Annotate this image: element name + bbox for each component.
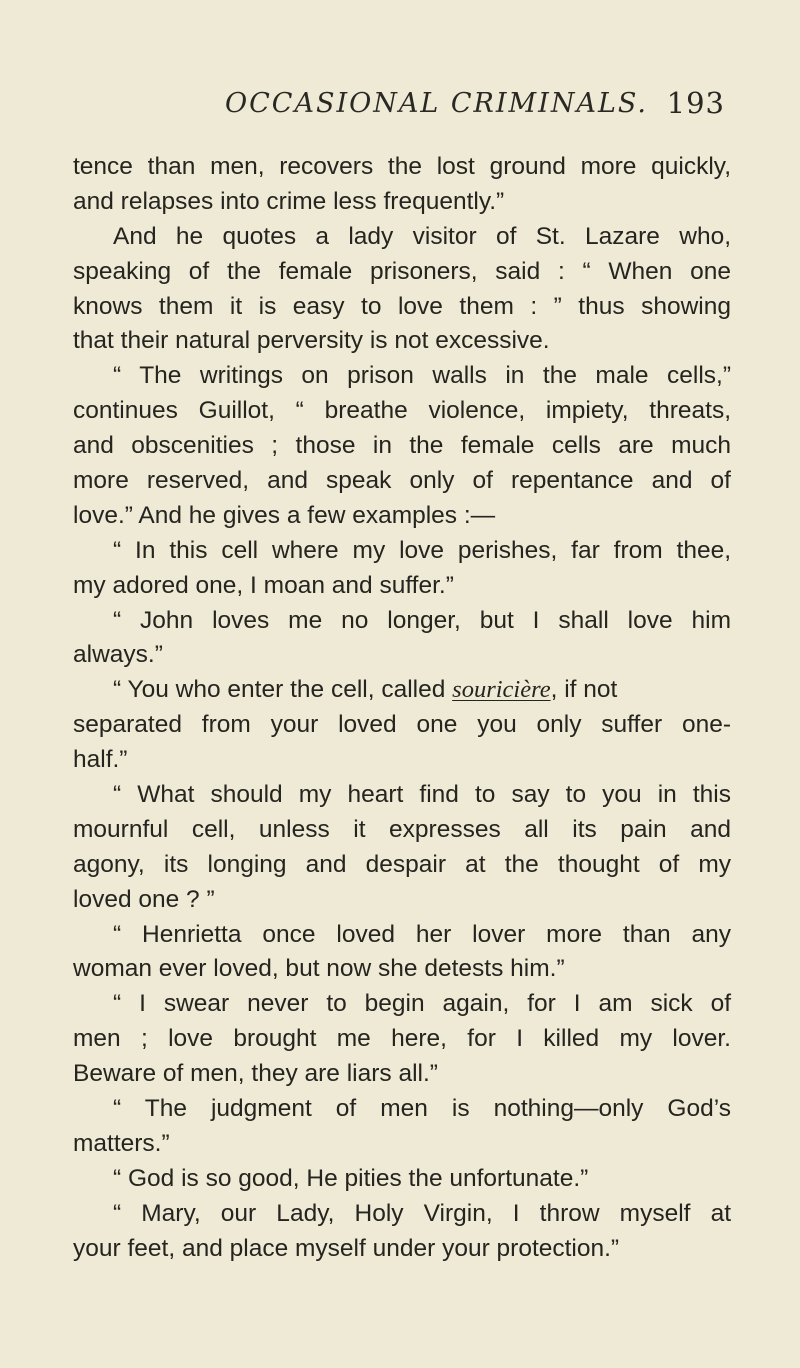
italic-term: souricière [452, 676, 551, 704]
running-head-title: OCCASIONAL CRIMINALS. [225, 88, 649, 119]
text-line: mournful cell, unless it expresses all its pain and [73, 815, 731, 843]
running-head [0, 88, 800, 128]
text-line: “ Mary, our Lady, Holy Virgin, I throw myself at [113, 1199, 731, 1227]
text-line: Beware of men, they are liars all.” [73, 1060, 438, 1088]
text-line: always.” [73, 641, 163, 669]
body-text [73, 150, 731, 1267]
text-line: woman ever loved, but now she detests him.” [73, 955, 565, 983]
text-line: tence than men, recovers the lost ground more quickly, [73, 153, 731, 180]
text-line: separated from your loved one you only suffer one- [73, 711, 731, 739]
text-line: “ God is so good, He pities the unfortunate.” [113, 1164, 589, 1192]
page-number: 193 [666, 86, 725, 120]
text-line: and obscenities ; those in the female cells are much [73, 432, 731, 460]
text-line: knows them it is easy to love them : ” thus showing [73, 292, 731, 320]
text-fragment: , if not [550, 676, 618, 704]
text-line: matters.” [73, 1129, 170, 1157]
text-line: men ; love brought me here, for I killed my lover. [73, 1025, 731, 1053]
text-line: “ The writings on prison walls in the male cells,” [113, 362, 731, 390]
text-line: And he quotes a lady visitor of St. Lazare who, [113, 222, 731, 250]
text-line: “ What should my heart find to say to you in this [113, 781, 731, 809]
text-line: “ Henrietta once loved her lover more than any [113, 920, 731, 948]
text-line: loved one ? ” [73, 885, 215, 913]
text-line: speaking of the female prisoners, said : “ When one [73, 257, 731, 285]
text-line: “ The judgment of men is nothing—only God’s [113, 1095, 731, 1123]
text-line: love.” And he gives a few examples :— [73, 501, 496, 529]
text-fragment: “ You who enter the cell, called [113, 676, 446, 704]
text-line: “ In this cell where my love perishes, far from thee, [113, 536, 731, 564]
text-line: half.” [73, 746, 128, 774]
text-line: “ John loves me no longer, but I shall love him [113, 606, 731, 634]
text-line: continues Guillot, “ breathe violence, impiety, threats, [73, 397, 731, 425]
text-line: your feet, and place myself under your protection.” [73, 1234, 620, 1262]
text-line: more reserved, and speak only of repentance and of [73, 467, 731, 495]
text-line: agony, its longing and despair at the thought of my [73, 850, 731, 878]
text-line: “ I swear never to begin again, for I am sick of [113, 990, 731, 1018]
text-line [73, 673, 731, 708]
text-line: that their natural perversity is not excessive. [73, 327, 550, 355]
text-line: and relapses into crime less frequently.” [73, 187, 505, 215]
text-line: my adored one, I moan and suffer.” [73, 571, 454, 599]
